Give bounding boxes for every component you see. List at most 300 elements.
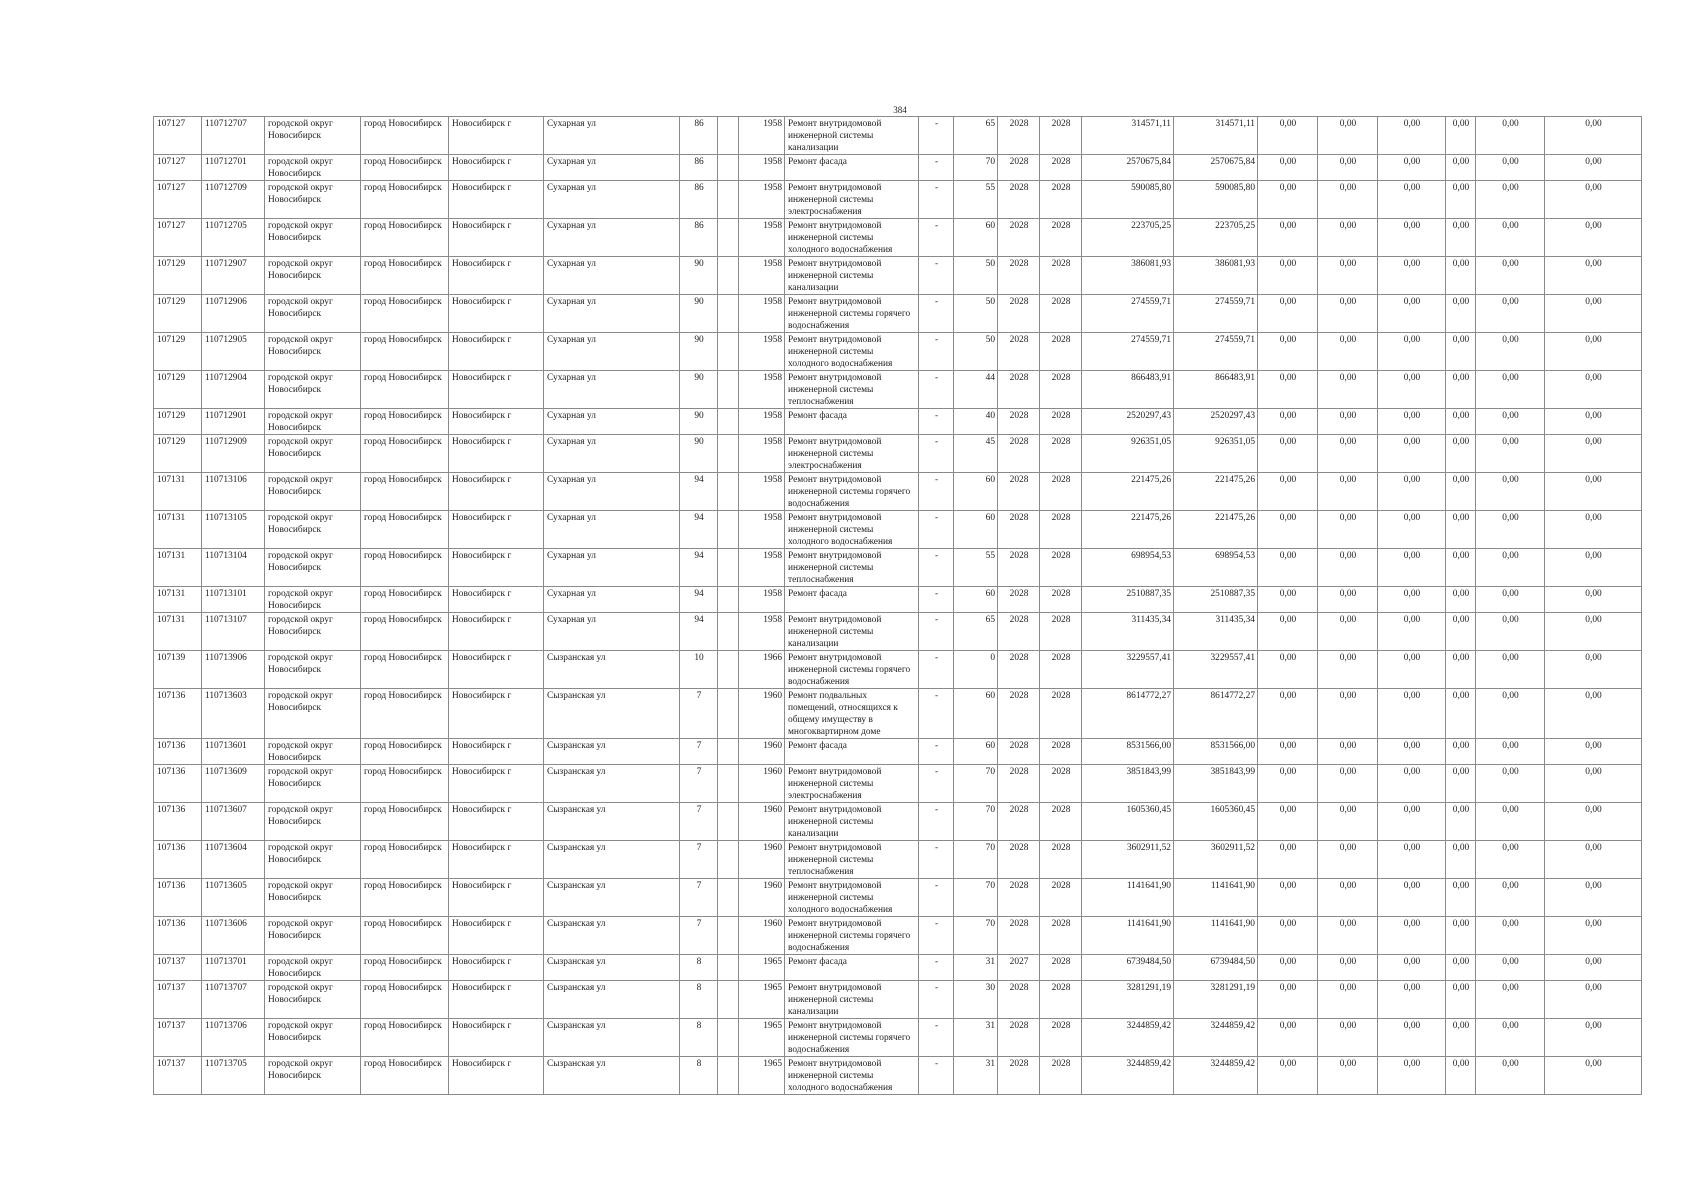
cell-house: 90 [680, 333, 718, 371]
cell-v1: 0,00 [1258, 549, 1318, 587]
cell-v2: 0,00 [1318, 371, 1378, 409]
cell-locality: Новосибирск г [449, 181, 544, 219]
cell-code: 110713105 [202, 511, 265, 549]
cell-code: 110713605 [202, 879, 265, 917]
cell-plan-year: 2028 [998, 409, 1040, 435]
cell-letter [718, 765, 739, 803]
cell-cost-fund: 866483,91 [1174, 371, 1258, 409]
cell-v2: 0,00 [1318, 689, 1378, 739]
table-row [154, 613, 1642, 651]
cell-house: 7 [680, 689, 718, 739]
cell-cost-fund: 3281291,19 [1174, 981, 1258, 1019]
cell-dash: - [919, 613, 954, 651]
cell-year-built: 1958 [739, 549, 785, 587]
cell-v5: 0,00 [1476, 981, 1545, 1019]
cell-year-built: 1966 [739, 651, 785, 689]
cell-municipality: город Новосибирск [361, 981, 449, 1019]
cell-house: 7 [680, 879, 718, 917]
cell-wear: 50 [954, 257, 998, 295]
cell-v5: 0,00 [1476, 879, 1545, 917]
cell-v6: 0,00 [1545, 549, 1642, 587]
cell-v6: 0,00 [1545, 117, 1642, 155]
cell-v4: 0,00 [1446, 879, 1476, 917]
cell-v3: 0,00 [1378, 371, 1446, 409]
cell-code: 110713101 [202, 587, 265, 613]
cell-code: 110713705 [202, 1057, 265, 1095]
cell-v3: 0,00 [1378, 651, 1446, 689]
cell-letter [718, 651, 739, 689]
table-row [154, 117, 1642, 155]
cell-v3: 0,00 [1378, 981, 1446, 1019]
cell-house: 10 [680, 651, 718, 689]
cell-plan-year: 2028 [998, 473, 1040, 511]
cell-house: 86 [680, 155, 718, 181]
cell-street: Сызранская ул [544, 739, 680, 765]
cell-municipality: город Новосибирск [361, 613, 449, 651]
cell-work-type: Ремонт фасада [785, 955, 919, 981]
cell-house: 86 [680, 117, 718, 155]
cell-id: 107129 [154, 435, 202, 473]
cell-total-cost: 2510887,35 [1082, 587, 1174, 613]
cell-v5: 0,00 [1476, 435, 1545, 473]
cell-v4: 0,00 [1446, 409, 1476, 435]
cell-fact-year: 2028 [1040, 613, 1082, 651]
cell-year-built: 1958 [739, 219, 785, 257]
cell-id: 107131 [154, 511, 202, 549]
cell-cost-fund: 311435,34 [1174, 613, 1258, 651]
cell-letter [718, 117, 739, 155]
cell-street: Сызранская ул [544, 841, 680, 879]
cell-fact-year: 2028 [1040, 955, 1082, 981]
cell-street: Сухарная ул [544, 155, 680, 181]
cell-v5: 0,00 [1476, 295, 1545, 333]
cell-locality: Новосибирск г [449, 981, 544, 1019]
cell-letter [718, 1019, 739, 1057]
cell-v1: 0,00 [1258, 371, 1318, 409]
cell-plan-year: 2028 [998, 587, 1040, 613]
cell-v5: 0,00 [1476, 651, 1545, 689]
cell-dash: - [919, 181, 954, 219]
cell-letter [718, 549, 739, 587]
cell-code: 110712907 [202, 257, 265, 295]
cell-code: 110713607 [202, 803, 265, 841]
cell-year-built: 1958 [739, 333, 785, 371]
table-row [154, 955, 1642, 981]
cell-code: 110713603 [202, 689, 265, 739]
cell-total-cost: 866483,91 [1082, 371, 1174, 409]
cell-street: Сухарная ул [544, 371, 680, 409]
cell-letter [718, 295, 739, 333]
cell-code: 110712909 [202, 435, 265, 473]
cell-id: 107136 [154, 739, 202, 765]
cell-cost-fund: 221475,26 [1174, 511, 1258, 549]
cell-code: 110712705 [202, 219, 265, 257]
cell-v2: 0,00 [1318, 587, 1378, 613]
cell-work-type: Ремонт фасада [785, 409, 919, 435]
cell-v4: 0,00 [1446, 739, 1476, 765]
cell-dash: - [919, 117, 954, 155]
cell-work-type: Ремонт внутридомовой инженерной системы горячего водоснабжения [785, 295, 919, 333]
cell-year-built: 1965 [739, 1057, 785, 1095]
table-row [154, 651, 1642, 689]
cell-v2: 0,00 [1318, 955, 1378, 981]
cell-v5: 0,00 [1476, 511, 1545, 549]
cell-street: Сызранская ул [544, 651, 680, 689]
cell-v5: 0,00 [1476, 765, 1545, 803]
cell-v2: 0,00 [1318, 333, 1378, 371]
cell-v2: 0,00 [1318, 879, 1378, 917]
page-number: 384 [893, 105, 907, 115]
cell-v6: 0,00 [1545, 765, 1642, 803]
cell-v3: 0,00 [1378, 473, 1446, 511]
cell-v4: 0,00 [1446, 155, 1476, 181]
cell-year-built: 1965 [739, 1019, 785, 1057]
cell-work-type: Ремонт внутридомовой инженерной системы горячего водоснабжения [785, 917, 919, 955]
cell-district: городской округ Новосибирск [265, 181, 361, 219]
cell-locality: Новосибирск г [449, 803, 544, 841]
cell-v4: 0,00 [1446, 295, 1476, 333]
cell-wear: 60 [954, 689, 998, 739]
cell-plan-year: 2028 [998, 435, 1040, 473]
cell-plan-year: 2028 [998, 257, 1040, 295]
cell-letter [718, 613, 739, 651]
cell-work-type: Ремонт внутридомовой инженерной системы канализации [785, 117, 919, 155]
cell-fact-year: 2028 [1040, 879, 1082, 917]
cell-dash: - [919, 473, 954, 511]
cell-v3: 0,00 [1378, 511, 1446, 549]
cell-wear: 31 [954, 1057, 998, 1095]
cell-plan-year: 2028 [998, 155, 1040, 181]
table-row [154, 739, 1642, 765]
cell-v6: 0,00 [1545, 409, 1642, 435]
cell-fact-year: 2028 [1040, 1057, 1082, 1095]
cell-plan-year: 2028 [998, 181, 1040, 219]
cell-v6: 0,00 [1545, 613, 1642, 651]
cell-municipality: город Новосибирск [361, 651, 449, 689]
cell-letter [718, 435, 739, 473]
cell-letter [718, 739, 739, 765]
cell-work-type: Ремонт внутридомовой инженерной системы электроснабжения [785, 435, 919, 473]
cell-street: Сухарная ул [544, 435, 680, 473]
cell-v5: 0,00 [1476, 371, 1545, 409]
cell-locality: Новосибирск г [449, 1019, 544, 1057]
cell-municipality: город Новосибирск [361, 155, 449, 181]
cell-dash: - [919, 371, 954, 409]
cell-v6: 0,00 [1545, 955, 1642, 981]
cell-plan-year: 2028 [998, 689, 1040, 739]
cell-letter [718, 219, 739, 257]
cell-wear: 31 [954, 955, 998, 981]
cell-total-cost: 3244859,42 [1082, 1057, 1174, 1095]
cell-dash: - [919, 651, 954, 689]
cell-locality: Новосибирск г [449, 879, 544, 917]
cell-v6: 0,00 [1545, 1019, 1642, 1057]
cell-v6: 0,00 [1545, 333, 1642, 371]
cell-v6: 0,00 [1545, 1057, 1642, 1095]
cell-v2: 0,00 [1318, 651, 1378, 689]
cell-district: городской округ Новосибирск [265, 651, 361, 689]
cell-v4: 0,00 [1446, 1019, 1476, 1057]
cell-dash: - [919, 879, 954, 917]
cell-v5: 0,00 [1476, 739, 1545, 765]
cell-v5: 0,00 [1476, 955, 1545, 981]
cell-municipality: город Новосибирск [361, 435, 449, 473]
cell-wear: 60 [954, 587, 998, 613]
cell-work-type: Ремонт фасада [785, 739, 919, 765]
cell-plan-year: 2028 [998, 765, 1040, 803]
table-row [154, 333, 1642, 371]
cell-locality: Новосибирск г [449, 955, 544, 981]
cell-work-type: Ремонт внутридомовой инженерной системы холодного водоснабжения [785, 1057, 919, 1095]
cell-v3: 0,00 [1378, 155, 1446, 181]
cell-v5: 0,00 [1476, 613, 1545, 651]
cell-code: 110713609 [202, 765, 265, 803]
cell-letter [718, 917, 739, 955]
cell-district: городской округ Новосибирск [265, 257, 361, 295]
cell-municipality: город Новосибирск [361, 879, 449, 917]
cell-fact-year: 2028 [1040, 295, 1082, 333]
cell-year-built: 1958 [739, 435, 785, 473]
cell-work-type: Ремонт внутридомовой инженерной системы теплоснабжения [785, 841, 919, 879]
cell-code: 110712905 [202, 333, 265, 371]
cell-v3: 0,00 [1378, 587, 1446, 613]
cell-cost-fund: 2520297,43 [1174, 409, 1258, 435]
cell-v3: 0,00 [1378, 295, 1446, 333]
cell-cost-fund: 590085,80 [1174, 181, 1258, 219]
cell-wear: 70 [954, 803, 998, 841]
table-row [154, 765, 1642, 803]
cell-v1: 0,00 [1258, 841, 1318, 879]
cell-fact-year: 2028 [1040, 739, 1082, 765]
cell-wear: 70 [954, 765, 998, 803]
cell-v2: 0,00 [1318, 181, 1378, 219]
cell-letter [718, 879, 739, 917]
cell-work-type: Ремонт внутридомовой инженерной системы канализации [785, 981, 919, 1019]
cell-cost-fund: 2570675,84 [1174, 155, 1258, 181]
cell-v1: 0,00 [1258, 917, 1318, 955]
table-body [154, 117, 1642, 1095]
cell-locality: Новосибирск г [449, 295, 544, 333]
cell-id: 107131 [154, 473, 202, 511]
cell-v4: 0,00 [1446, 435, 1476, 473]
cell-fact-year: 2028 [1040, 257, 1082, 295]
cell-v2: 0,00 [1318, 473, 1378, 511]
cell-year-built: 1958 [739, 511, 785, 549]
cell-code: 110712906 [202, 295, 265, 333]
cell-v5: 0,00 [1476, 181, 1545, 219]
cell-cost-fund: 926351,05 [1174, 435, 1258, 473]
cell-letter [718, 155, 739, 181]
cell-v2: 0,00 [1318, 117, 1378, 155]
cell-work-type: Ремонт внутридомовой инженерной системы горячего водоснабжения [785, 1019, 919, 1057]
table-row [154, 981, 1642, 1019]
cell-district: городской округ Новосибирск [265, 219, 361, 257]
cell-v3: 0,00 [1378, 917, 1446, 955]
cell-fact-year: 2028 [1040, 917, 1082, 955]
cell-id: 107136 [154, 689, 202, 739]
cell-v3: 0,00 [1378, 1057, 1446, 1095]
cell-municipality: город Новосибирск [361, 333, 449, 371]
cell-fact-year: 2028 [1040, 651, 1082, 689]
cell-v3: 0,00 [1378, 879, 1446, 917]
cell-v4: 0,00 [1446, 587, 1476, 613]
cell-total-cost: 6739484,50 [1082, 955, 1174, 981]
cell-dash: - [919, 333, 954, 371]
cell-v1: 0,00 [1258, 435, 1318, 473]
cell-total-cost: 223705,25 [1082, 219, 1174, 257]
cell-v4: 0,00 [1446, 613, 1476, 651]
cell-house: 90 [680, 371, 718, 409]
cell-plan-year: 2027 [998, 955, 1040, 981]
cell-year-built: 1960 [739, 803, 785, 841]
cell-v3: 0,00 [1378, 549, 1446, 587]
cell-work-type: Ремонт внутридомовой инженерной системы холодного водоснабжения [785, 511, 919, 549]
cell-work-type: Ремонт внутридомовой инженерной системы канализации [785, 613, 919, 651]
cell-year-built: 1958 [739, 473, 785, 511]
cell-work-type: Ремонт внутридомовой инженерной системы электроснабжения [785, 181, 919, 219]
cell-municipality: город Новосибирск [361, 917, 449, 955]
cell-v3: 0,00 [1378, 117, 1446, 155]
cell-locality: Новосибирск г [449, 613, 544, 651]
cell-street: Сухарная ул [544, 219, 680, 257]
cell-total-cost: 221475,26 [1082, 473, 1174, 511]
cell-v5: 0,00 [1476, 473, 1545, 511]
cell-v1: 0,00 [1258, 333, 1318, 371]
cell-letter [718, 803, 739, 841]
cell-id: 107136 [154, 803, 202, 841]
cell-plan-year: 2028 [998, 1057, 1040, 1095]
cell-total-cost: 221475,26 [1082, 511, 1174, 549]
cell-v3: 0,00 [1378, 613, 1446, 651]
cell-municipality: город Новосибирск [361, 955, 449, 981]
cell-dash: - [919, 409, 954, 435]
cell-district: городской округ Новосибирск [265, 879, 361, 917]
cell-v1: 0,00 [1258, 689, 1318, 739]
cell-code: 110712707 [202, 117, 265, 155]
cell-code: 110713707 [202, 981, 265, 1019]
cell-district: городской округ Новосибирск [265, 511, 361, 549]
cell-dash: - [919, 955, 954, 981]
cell-v3: 0,00 [1378, 333, 1446, 371]
cell-work-type: Ремонт внутридомовой инженерной системы канализации [785, 803, 919, 841]
cell-v1: 0,00 [1258, 651, 1318, 689]
cell-v1: 0,00 [1258, 955, 1318, 981]
cell-work-type: Ремонт внутридомовой инженерной системы холодного водоснабжения [785, 333, 919, 371]
cell-v1: 0,00 [1258, 1057, 1318, 1095]
cell-house: 8 [680, 981, 718, 1019]
cell-dash: - [919, 1057, 954, 1095]
cell-municipality: город Новосибирск [361, 295, 449, 333]
cell-total-cost: 2570675,84 [1082, 155, 1174, 181]
cell-v5: 0,00 [1476, 689, 1545, 739]
cell-total-cost: 3281291,19 [1082, 981, 1174, 1019]
cell-work-type: Ремонт внутридомовой инженерной системы холодного водоснабжения [785, 219, 919, 257]
cell-fact-year: 2028 [1040, 511, 1082, 549]
cell-v1: 0,00 [1258, 803, 1318, 841]
cell-street: Сухарная ул [544, 117, 680, 155]
cell-id: 107127 [154, 117, 202, 155]
cell-total-cost: 3229557,41 [1082, 651, 1174, 689]
cell-fact-year: 2028 [1040, 219, 1082, 257]
cell-plan-year: 2028 [998, 549, 1040, 587]
table-row [154, 1019, 1642, 1057]
cell-v1: 0,00 [1258, 295, 1318, 333]
cell-letter [718, 473, 739, 511]
cell-district: городской округ Новосибирск [265, 473, 361, 511]
cell-v3: 0,00 [1378, 409, 1446, 435]
cell-wear: 60 [954, 739, 998, 765]
cell-house: 90 [680, 409, 718, 435]
cell-locality: Новосибирск г [449, 371, 544, 409]
cell-locality: Новосибирск г [449, 917, 544, 955]
cell-total-cost: 2520297,43 [1082, 409, 1174, 435]
cell-v4: 0,00 [1446, 117, 1476, 155]
cell-year-built: 1958 [739, 409, 785, 435]
cell-cost-fund: 8614772,27 [1174, 689, 1258, 739]
cell-fact-year: 2028 [1040, 587, 1082, 613]
cell-v3: 0,00 [1378, 689, 1446, 739]
cell-year-built: 1958 [739, 613, 785, 651]
cell-v2: 0,00 [1318, 257, 1378, 295]
cell-plan-year: 2028 [998, 371, 1040, 409]
cell-municipality: город Новосибирск [361, 549, 449, 587]
cell-id: 107127 [154, 219, 202, 257]
cell-house: 7 [680, 765, 718, 803]
cell-v6: 0,00 [1545, 803, 1642, 841]
cell-v5: 0,00 [1476, 803, 1545, 841]
cell-municipality: город Новосибирск [361, 371, 449, 409]
cell-v4: 0,00 [1446, 917, 1476, 955]
cell-code: 110712709 [202, 181, 265, 219]
cell-plan-year: 2028 [998, 613, 1040, 651]
cell-fact-year: 2028 [1040, 841, 1082, 879]
cell-house: 94 [680, 587, 718, 613]
cell-cost-fund: 314571,11 [1174, 117, 1258, 155]
cell-id: 107137 [154, 1057, 202, 1095]
cell-wear: 60 [954, 511, 998, 549]
cell-v1: 0,00 [1258, 511, 1318, 549]
cell-v1: 0,00 [1258, 219, 1318, 257]
cell-dash: - [919, 435, 954, 473]
cell-v4: 0,00 [1446, 257, 1476, 295]
cell-v4: 0,00 [1446, 689, 1476, 739]
cell-v6: 0,00 [1545, 219, 1642, 257]
cell-district: городской округ Новосибирск [265, 1019, 361, 1057]
cell-fact-year: 2028 [1040, 409, 1082, 435]
cell-v1: 0,00 [1258, 257, 1318, 295]
cell-fact-year: 2028 [1040, 549, 1082, 587]
cell-plan-year: 2028 [998, 219, 1040, 257]
cell-locality: Новосибирск г [449, 1057, 544, 1095]
cell-district: городской округ Новосибирск [265, 981, 361, 1019]
table-row [154, 1057, 1642, 1095]
cell-fact-year: 2028 [1040, 689, 1082, 739]
cell-v5: 0,00 [1476, 587, 1545, 613]
cell-street: Сызранская ул [544, 1057, 680, 1095]
table-row [154, 181, 1642, 219]
cell-v4: 0,00 [1446, 955, 1476, 981]
cell-letter [718, 1057, 739, 1095]
cell-v5: 0,00 [1476, 549, 1545, 587]
table-row [154, 587, 1642, 613]
cell-plan-year: 2028 [998, 651, 1040, 689]
cell-v2: 0,00 [1318, 981, 1378, 1019]
cell-v4: 0,00 [1446, 981, 1476, 1019]
cell-district: городской округ Новосибирск [265, 765, 361, 803]
cell-wear: 44 [954, 371, 998, 409]
cell-v2: 0,00 [1318, 739, 1378, 765]
cell-v2: 0,00 [1318, 155, 1378, 181]
